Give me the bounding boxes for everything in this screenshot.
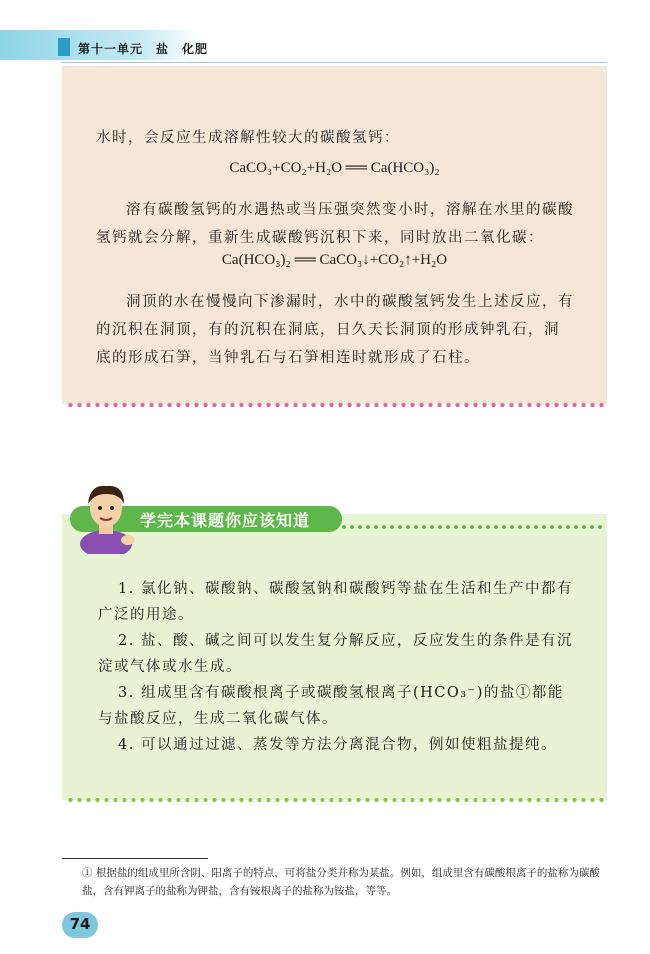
summary-item-2: 2. 盐、酸、碱之间可以发生复分解反应，反应发生的条件是有沉淀或气体或水生成。	[98, 633, 573, 675]
teacher-illustration-icon	[66, 474, 146, 554]
reading-paragraph-1: 水时，会反应生成溶解性较大的碳酸氢钙：	[96, 130, 400, 146]
summary-item-1: 1. 氯化钠、碳酸钠、碳酸氢钠和碳酸钙等盐在生活和生产中都有广泛的用途。	[98, 581, 573, 623]
reading-paragraph-3: 洞顶的水在慢慢向下渗漏时，水中的碳酸氢钙发生上述反应，有的沉积在洞顶，有的沉积在洞底，日久天长洞顶的形成钟乳石，洞底的形成石笋，当钟乳石与石笋相连时就形成了石柱。	[96, 294, 574, 366]
reading-paragraph-2: 溶有碳酸氢钙的水遇热或当压强突然变小时，溶解在水里的碳酸氢钙就会分解，重新生成碳酸钙沉积下来，同时放出二氧化碳：	[96, 202, 574, 246]
page-number: 74	[69, 915, 91, 933]
footnote-rule	[62, 858, 208, 859]
summary-title: 学完本课题你应该知道	[140, 511, 311, 530]
green-dotted-divider	[66, 798, 606, 802]
summary-item-3: 3. 组成里含有碳酸根离子或碳酸氢根离子(HCO₃⁻)的盐①都能与盐酸反应，生成二氧化碳气体。	[98, 685, 564, 727]
summary-item-4: 4. 可以通过过滤、蒸发等方法分离混合物，例如使粗盐提纯。	[118, 737, 557, 753]
unit-title: 第十一单元 盐 化肥	[78, 42, 209, 56]
header-rule	[62, 62, 607, 63]
pink-dotted-divider	[66, 403, 606, 407]
summary-title-dots	[340, 525, 606, 529]
footnote: ① 根据盐的组成里所含阴、阳离子的特点，可将盐分类并称为某盐。例如，组成里含有碳酸根离子的盐称为碳酸盐，含有钾离子的盐称为钾盐，含有铵根离子的盐称为铵盐，等等。	[82, 867, 600, 897]
formula-1: CaCO₃+CO₂+H₂O ══ Ca(HCO₃)₂	[229, 160, 440, 176]
header-accent-bar	[58, 38, 70, 56]
formula-2: Ca(HCO₃)₂ ══ CaCO₃↓+CO₂↑+H₂O	[221, 252, 448, 268]
